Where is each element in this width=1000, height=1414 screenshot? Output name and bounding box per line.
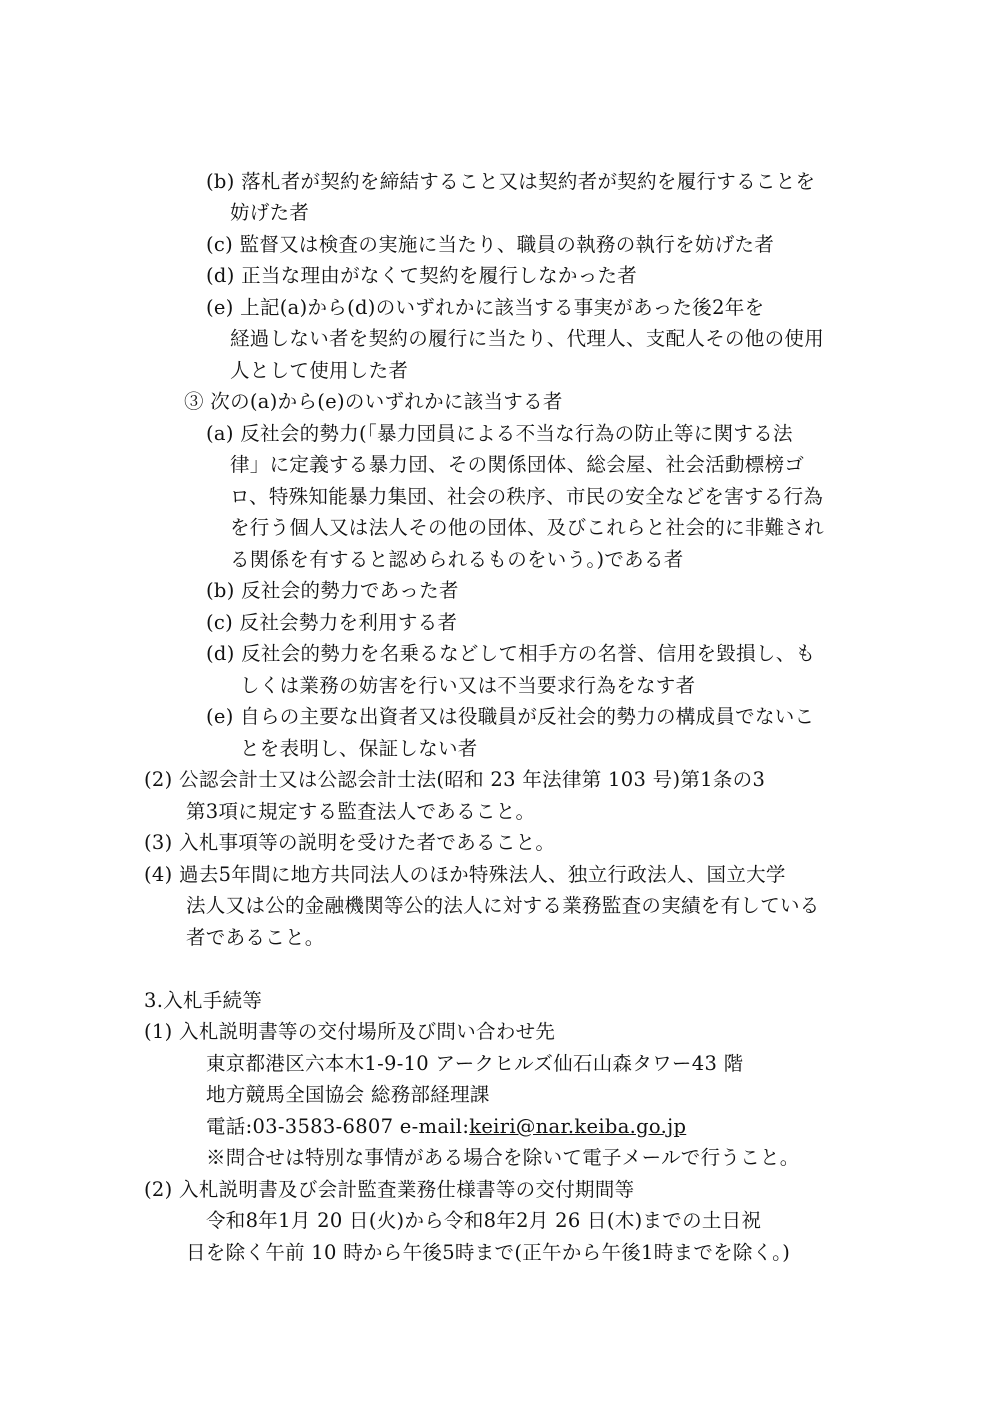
item-2e-line-3: 人として使用した者	[230, 359, 409, 382]
item-3e-line-2: とを表明し、保証しない者	[240, 737, 478, 760]
section-3-2-heading: (2) 入札説明書及び会計監査業務仕様書等の交付期間等	[144, 1178, 635, 1201]
item-3-heading: ③ 次の(a)から(e)のいずれかに該当する者	[184, 390, 563, 413]
item-3a-line-1: (a) 反社会的勢力(「暴力団員による不当な行為の防止等に関する法	[206, 422, 793, 445]
item-2e-line-1: (e) 上記(a)から(d)のいずれかに該当する事実があった後2年を	[206, 296, 765, 319]
item-3a-line-4: を行う個人又は法人その他の団体、及びこれらと社会的に非難され	[230, 516, 824, 539]
contact-address: 東京都港区六本木1-9-10 アークヒルズ仙石山森タワー43 階	[206, 1052, 744, 1075]
item-2b-line-1: (b) 落札者が契約を締結すること又は契約者が契約を履行することを	[206, 170, 816, 193]
item-2d: (d) 正当な理由がなくて契約を履行しなかった者	[206, 264, 638, 287]
item-3a-line-2: 律」に定義する暴力団、その関係団体、総会屋、社会活動標榜ゴ	[230, 453, 805, 476]
section-3-1-heading: (1) 入札説明書等の交付場所及び問い合わせ先	[144, 1020, 556, 1043]
item-3a-line-3: ロ、特殊知能暴力集団、社会の秩序、市民の安全などを害する行為	[230, 485, 824, 508]
contact-note: ※問合せは特別な事情がある場合を除いて電子メールで行うこと。	[206, 1146, 800, 1169]
item-3c: (c) 反社会勢力を利用する者	[206, 611, 458, 634]
clause-4-line-1: (4) 過去5年間に地方共同法人のほか特殊法人、独立行政法人、国立大学	[144, 863, 786, 886]
clause-2-line-1: (2) 公認会計士又は公認会計士法(昭和 23 年法律第 103 号)第1条の3	[144, 768, 766, 791]
item-2b-line-2: 妨げた者	[230, 201, 310, 224]
item-3e-line-1: (e) 自らの主要な出資者又は役職員が反社会的勢力の構成員でないこ	[206, 705, 815, 728]
section-3-heading: 3.入札手続等	[144, 989, 263, 1012]
clause-3: (3) 入札事項等の説明を受けた者であること。	[144, 831, 556, 854]
item-3b: (b) 反社会的勢力であった者	[206, 579, 459, 602]
contact-phone: 電話:03-3583-6807 e-mail:	[206, 1115, 470, 1138]
item-3a-line-5: る関係を有すると認められるものをいう。)である者	[230, 548, 684, 571]
item-3d-line-1: (d) 反社会的勢力を名乗るなどして相手方の名誉、信用を毀損し、も	[206, 642, 816, 665]
clause-4-line-2: 法人又は公的金融機関等公的法人に対する業務監査の実績を有している	[186, 894, 820, 917]
item-2c: (c) 監督又は検査の実施に当たり、職員の執務の執行を妨げた者	[206, 233, 775, 256]
period-line-1: 令和8年1月 20 日(火)から令和8年2月 26 日(木)までの土日祝	[206, 1209, 762, 1232]
contact-phone-email	[206, 1111, 686, 1142]
item-3d-line-2: しくは業務の妨害を行い又は不当要求行為をなす者	[240, 674, 696, 697]
clause-2-line-2: 第3項に規定する監査法人であること。	[186, 800, 536, 823]
contact-email-link[interactable]: keiri@nar.keiba.go.jp	[469, 1115, 687, 1138]
item-2e-line-2: 経過しない者を契約の履行に当たり、代理人、支配人その他の使用	[230, 327, 824, 350]
period-line-2: 日を除く午前 10 時から午後5時まで(正午から午後1時までを除く。)	[186, 1241, 791, 1264]
clause-4-line-3: 者であること。	[186, 926, 325, 949]
contact-organization: 地方競馬全国協会 総務部経理課	[206, 1083, 490, 1106]
